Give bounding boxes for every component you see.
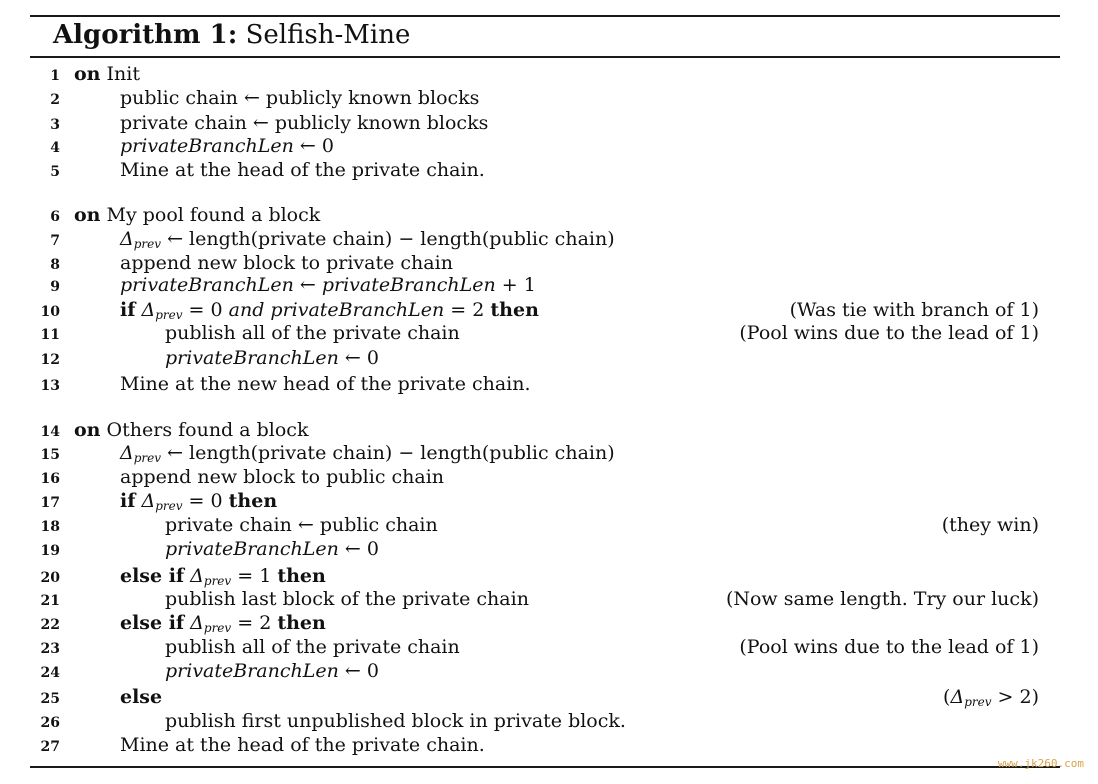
line-code: else if $\Delta_{prev} = 1$ then	[120, 565, 326, 588]
line-number: 7	[50, 233, 60, 249]
line-number: 6	[50, 209, 60, 225]
line-code: privateBranchLen ← 0	[165, 347, 379, 369]
algorithm-line	[0, 135, 1098, 159]
algorithm-line	[0, 734, 1098, 758]
line-comment: (they win)	[941, 514, 1039, 536]
line-code: on Others found a block	[74, 419, 309, 441]
line-number: 15	[40, 447, 60, 463]
watermark: www.jk260.com	[997, 757, 1084, 770]
algorithm-line	[0, 419, 1098, 443]
line-number: 11	[40, 327, 60, 343]
line-comment: (Was tie with branch of 1)	[789, 299, 1039, 321]
line-number: 1	[50, 68, 60, 84]
line-number: 24	[40, 665, 60, 681]
line-number: 8	[50, 257, 60, 273]
line-number: 12	[40, 352, 60, 368]
algorithm-line	[0, 660, 1098, 684]
algorithm-title	[53, 17, 410, 53]
algorithm-line	[0, 204, 1098, 228]
line-code: if $\Delta_{prev} = 0$ then	[120, 490, 278, 513]
title-rule	[30, 56, 1060, 58]
algorithm-line	[0, 347, 1098, 371]
line-number: 20	[40, 570, 60, 586]
line-code: public chain ← publicly known blocks	[120, 87, 480, 109]
line-comment: (Pool wins due to the lead of 1)	[739, 322, 1039, 344]
algorithm-line	[0, 228, 1098, 252]
algorithm-line	[0, 612, 1098, 636]
algorithm-line	[0, 686, 1098, 710]
line-code: Mine at the head of the private chain.	[120, 159, 485, 181]
algorithm-line	[0, 538, 1098, 562]
algorithm-line	[0, 274, 1098, 298]
line-number: 27	[40, 739, 60, 755]
algorithm-line	[0, 514, 1098, 538]
line-number: 21	[40, 593, 60, 609]
line-code: private chain ← publicly known blocks	[120, 112, 489, 134]
line-number: 5	[50, 164, 60, 180]
line-code: privateBranchLen ← privateBranchLen + 1	[120, 274, 536, 296]
line-code: publish first unpublished block in private block.	[165, 710, 626, 732]
line-code: $\Delta_{prev}$ ← length(private chain) − length(public chain)	[120, 228, 615, 251]
algorithm-line	[0, 159, 1098, 183]
algorithm-line	[0, 299, 1098, 323]
line-comment: $(\Delta_{prev} > 2)$	[943, 686, 1039, 709]
algorithm-line	[0, 87, 1098, 111]
line-code: if $\Delta_{prev} = 0$ and privateBranchLen = 2 then	[120, 299, 539, 322]
algorithm-line	[0, 490, 1098, 514]
line-number: 22	[40, 617, 60, 633]
line-code: Mine at the new head of the private chain.	[120, 373, 531, 395]
algorithm-line	[0, 373, 1098, 397]
line-number: 10	[40, 304, 60, 320]
line-code: else if $\Delta_{prev} = 2$ then	[120, 612, 326, 635]
bottom-rule	[30, 766, 1060, 768]
line-code: append new block to private chain	[120, 252, 453, 274]
algorithm-line	[0, 322, 1098, 346]
algorithm-line	[0, 112, 1098, 136]
line-number: 14	[40, 424, 60, 440]
algorithm-line	[0, 565, 1098, 589]
line-number: 18	[40, 519, 60, 535]
line-number: 19	[40, 543, 60, 559]
line-code: publish all of the private chain	[165, 636, 460, 658]
line-number: 2	[50, 92, 60, 108]
line-code: else	[120, 686, 163, 708]
line-code: private chain ← public chain	[165, 514, 438, 536]
line-number: 26	[40, 715, 60, 731]
line-code: publish last block of the private chain	[165, 588, 529, 610]
algorithm-line	[0, 442, 1098, 466]
line-code: $\Delta_{prev}$ ← length(private chain) − length(public chain)	[120, 442, 615, 465]
line-code: privateBranchLen ← 0	[165, 660, 379, 682]
line-code: on My pool found a block	[74, 204, 321, 226]
algorithm-line	[0, 252, 1098, 276]
line-code: append new block to public chain	[120, 466, 445, 488]
line-number: 3	[50, 117, 60, 133]
algorithm-label: Algorithm 1:	[53, 20, 238, 50]
algorithm-line	[0, 466, 1098, 490]
algorithm-line	[0, 636, 1098, 660]
algorithm-line	[0, 588, 1098, 612]
line-code: privateBranchLen ← 0	[120, 135, 334, 157]
line-number: 23	[40, 641, 60, 657]
algorithm-line	[0, 710, 1098, 734]
line-comment: (Now same length. Try our luck)	[725, 588, 1039, 610]
line-code: Mine at the head of the private chain.	[120, 734, 485, 756]
line-number: 4	[50, 140, 60, 156]
line-code: publish all of the private chain	[165, 322, 460, 344]
line-code: privateBranchLen ← 0	[165, 538, 379, 560]
line-number: 16	[40, 471, 60, 487]
line-number: 17	[40, 495, 60, 511]
line-number: 9	[50, 279, 60, 295]
algorithm-line	[0, 63, 1098, 87]
line-comment: (Pool wins due to the lead of 1)	[739, 636, 1039, 658]
line-number: 13	[40, 378, 60, 394]
algorithm-name: Selfish-Mine	[245, 20, 411, 50]
line-code: on Init	[74, 63, 140, 85]
line-number: 25	[40, 691, 60, 707]
